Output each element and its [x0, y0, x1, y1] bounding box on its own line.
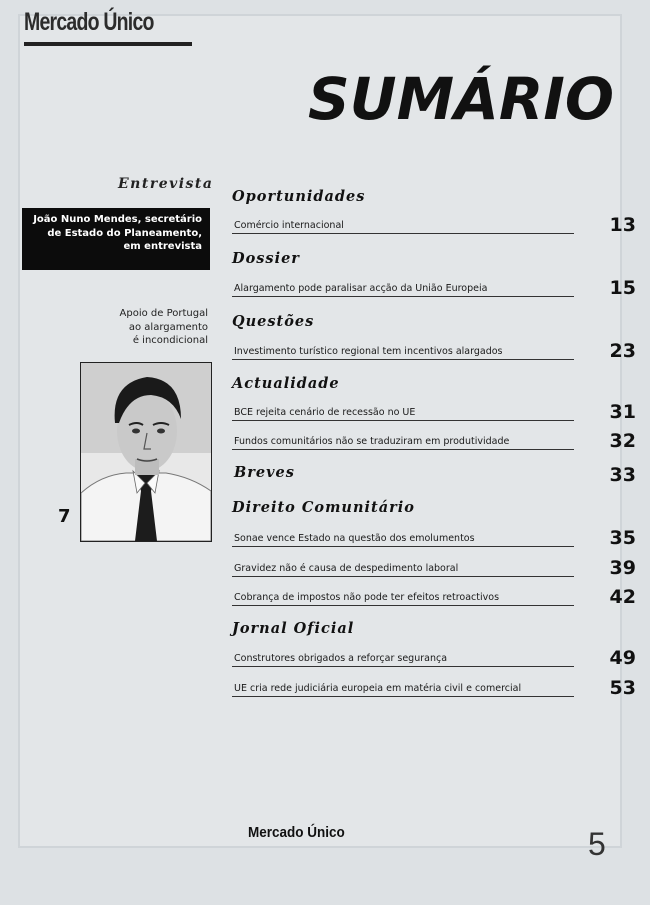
note-line: Apoio de Portugal: [119, 308, 208, 319]
toc-entry-text: Gravidez não é causa de despedimento laboral: [234, 563, 459, 574]
section-title-actualidade: Actualidade: [232, 375, 340, 392]
footer-page-number: 5: [588, 826, 606, 862]
toc-page-number: 13: [609, 214, 636, 236]
note-line: é incondicional: [132, 335, 208, 346]
toc-entry-text: BCE rejeita cenário de recessão no UE: [234, 407, 416, 418]
toc-page-number: 32: [609, 430, 636, 452]
toc-entry[interactable]: [232, 675, 636, 697]
toc-page-number: 23: [609, 340, 636, 362]
toc-rule: [232, 233, 574, 234]
toc-page-number: 39: [609, 557, 636, 579]
toc-rule: [232, 449, 574, 450]
toc-rule: [232, 666, 574, 667]
toc-page-number: 49: [609, 647, 636, 669]
toc-entry-breves[interactable]: [232, 462, 636, 484]
toc-entry[interactable]: [232, 428, 636, 450]
section-title-jornal-oficial: Jornal Oficial: [232, 620, 355, 637]
toc-entry-text: Alargamento pode paralisar acção da União Europeia: [234, 283, 488, 294]
toc-entry-text: Comércio internacional: [234, 220, 344, 231]
toc-page-number: 31: [609, 401, 636, 423]
page-title: [302, 64, 620, 134]
toc-entry-text: UE cria rede judiciária europeia em matéria civil e comercial: [234, 683, 522, 694]
toc-entry[interactable]: [232, 555, 636, 577]
toc-rule: [232, 576, 574, 577]
toc-entry[interactable]: [232, 275, 636, 297]
feature-line: João Nuno Mendes, secretário: [33, 214, 202, 225]
section-title-questoes: Questões: [232, 313, 315, 330]
section-title-direito-comunitario: Direito Comunitário: [232, 499, 415, 516]
footer-brand: Mercado Único: [248, 824, 345, 841]
sidebar-note: [80, 307, 208, 348]
toc-entry[interactable]: [232, 212, 636, 234]
toc-entry[interactable]: [232, 645, 636, 667]
toc-rule: [232, 546, 574, 547]
section-title-oportunidades: Oportunidades: [232, 188, 366, 205]
toc-rule: [232, 359, 574, 360]
feature-line: em entrevista: [123, 241, 202, 252]
toc-entry-text: Investimento turístico regional tem incentivos alargados: [234, 346, 503, 357]
photo-page-number: 7: [58, 506, 71, 527]
toc-rule: [232, 420, 574, 421]
note-line: ao alargamento: [128, 321, 208, 333]
toc-rule: [232, 696, 574, 697]
toc-page-number: 35: [609, 527, 636, 549]
toc-entry-text: Fundos comunitários não se traduziram em produtividade: [234, 436, 510, 447]
toc-page-number: 53: [609, 677, 636, 699]
toc-rule: [232, 605, 574, 606]
sidebar-heading: Entrevista: [118, 176, 214, 192]
brand-masthead: Mercado Único: [24, 8, 154, 36]
section-title-dossier: Dossier: [232, 250, 300, 267]
title-text: SUMÁRIO: [308, 65, 616, 133]
toc-page-number: 15: [609, 277, 636, 299]
toc-entry[interactable]: [232, 584, 636, 606]
interview-photo: [80, 362, 212, 542]
toc-entry-text: Construtores obrigados a reforçar segurança: [234, 653, 448, 664]
toc-entry[interactable]: [232, 338, 636, 360]
toc-entry-text: Sonae vence Estado na questão dos emolumentos: [234, 533, 475, 544]
section-title-breves: Breves: [234, 464, 295, 481]
interview-feature-box[interactable]: [22, 208, 210, 270]
masthead-rule: [24, 42, 192, 46]
toc-entry-text: Cobrança de impostos não pode ter efeitos retroactivos: [234, 592, 500, 603]
toc-entry[interactable]: [232, 525, 636, 547]
toc-entry[interactable]: [232, 399, 636, 421]
feature-line: de Estado do Planeamento,: [47, 227, 202, 239]
toc-page-number: 42: [609, 586, 636, 608]
toc-rule: [232, 296, 574, 297]
toc-page-number: 33: [609, 464, 636, 486]
